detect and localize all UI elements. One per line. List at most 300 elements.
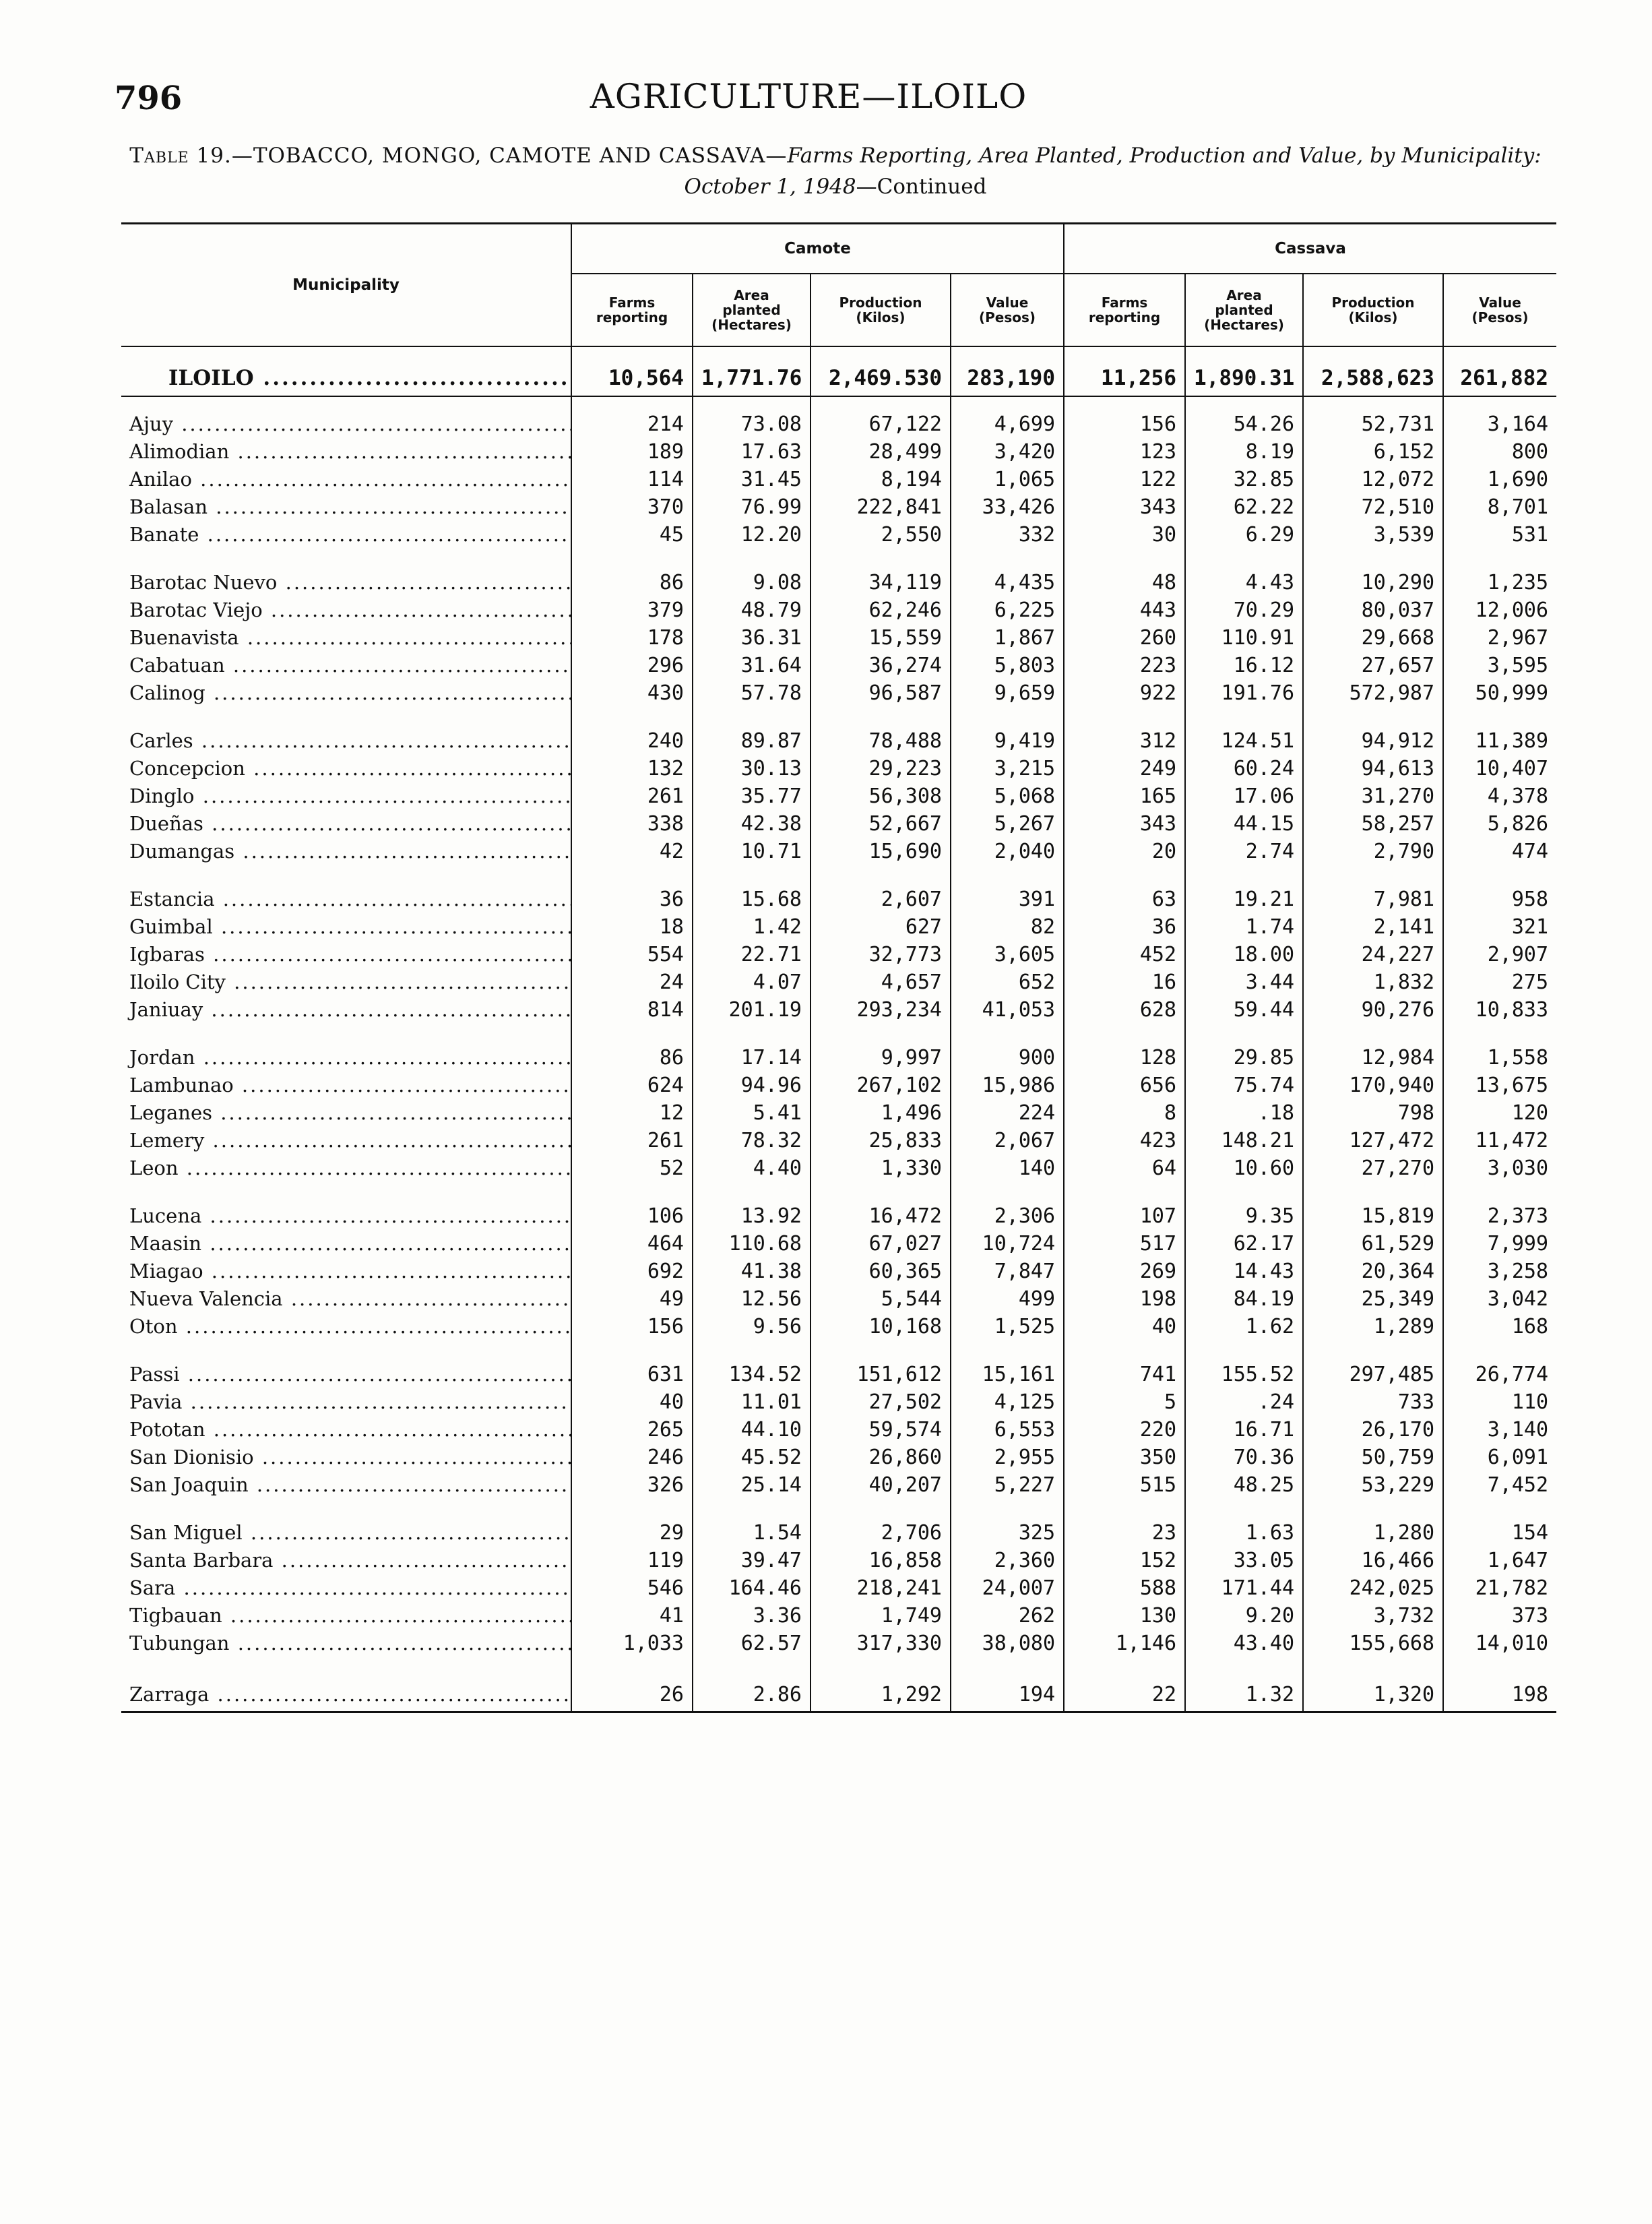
column-header-line: Production (1331, 295, 1415, 311)
row-gap (121, 1340, 1556, 1361)
table-cell: 48 (1064, 569, 1185, 596)
gap-cell (1303, 346, 1443, 361)
municipality-name: Guimbal ..... (121, 913, 571, 941)
table-row (121, 1044, 1556, 1072)
table-cell: 29,223 (811, 755, 951, 782)
table-cell: 3,140 (1443, 1416, 1556, 1444)
table-cell: 2,067 (951, 1127, 1064, 1154)
table-cell: 12,006 (1443, 596, 1556, 624)
gap-cell (1443, 1499, 1556, 1519)
gap-cell (571, 396, 693, 410)
table-cell: 156 (571, 1313, 693, 1340)
table-cell: 1,890.31 (1185, 361, 1303, 396)
table-cell: 214 (571, 410, 693, 438)
municipality-name: Zarraga ..... (121, 1677, 571, 1712)
table-cell: 1,496 (811, 1099, 951, 1127)
table-cell: 1,320 (1303, 1677, 1443, 1712)
table-cell: 2,373 (1443, 1202, 1556, 1230)
table-cell: 12,984 (1303, 1044, 1443, 1072)
gap-cell (1064, 707, 1185, 727)
table-cell: 5,803 (951, 652, 1064, 679)
row-gap (121, 346, 1556, 361)
table-cell: 798 (1303, 1099, 1443, 1127)
table-cell: 1.42 (693, 913, 811, 941)
column-header-line: (Hectares) (711, 317, 792, 333)
table-cell: 17.06 (1185, 782, 1303, 810)
column-header-line: reporting (1088, 309, 1161, 326)
municipality-name: Tubungan ..... (121, 1630, 571, 1657)
table-cell: 78.32 (693, 1127, 811, 1154)
gap-cell (1443, 865, 1556, 886)
table-cell: 62.17 (1185, 1230, 1303, 1258)
table-cell: 8.19 (1185, 438, 1303, 466)
table-row (121, 1677, 1556, 1712)
table-row (121, 968, 1556, 996)
gap-cell (1185, 707, 1303, 727)
table-cell: 36.31 (693, 624, 811, 652)
table-cell: 2,141 (1303, 913, 1443, 941)
row-gap (121, 1499, 1556, 1519)
gap-cell (571, 346, 693, 361)
gap-cell (811, 1499, 951, 1519)
column-header-line: planted (1215, 302, 1273, 318)
table-cell: 2.74 (1185, 838, 1303, 865)
table-cell: 194 (951, 1677, 1064, 1712)
table-cell: 62,246 (811, 596, 951, 624)
gap-cell (951, 1182, 1064, 1202)
municipality-name: Oton ..... (121, 1313, 571, 1340)
municipality-name: Estancia ..... (121, 886, 571, 913)
table-cell: 7,999 (1443, 1230, 1556, 1258)
table-cell: 588 (1064, 1574, 1185, 1602)
gap-cell (1185, 1182, 1303, 1202)
table-cell: 9.20 (1185, 1602, 1303, 1630)
table-cell: 554 (571, 941, 693, 968)
table-cell: 265 (571, 1416, 693, 1444)
table-cell: 261 (571, 1127, 693, 1154)
table-cell: 814 (571, 996, 693, 1024)
gap-cell (121, 1182, 571, 1202)
municipality-name: Lemery ..... (121, 1127, 571, 1154)
table-cell: 70.29 (1185, 596, 1303, 624)
table-cell: 350 (1064, 1444, 1185, 1471)
table-cell: 7,981 (1303, 886, 1443, 913)
table-cell: 8,194 (811, 466, 951, 493)
row-gap (121, 396, 1556, 410)
table-cell: 60.24 (1185, 755, 1303, 782)
table-cell: 48.25 (1185, 1471, 1303, 1499)
table-cell: 628 (1064, 996, 1185, 1024)
table-cell: 58,257 (1303, 810, 1443, 838)
table-row (121, 1361, 1556, 1388)
gap-cell (1185, 1340, 1303, 1361)
table-cell: 464 (571, 1230, 693, 1258)
table-cell: 275 (1443, 968, 1556, 996)
table-cell: 1.63 (1185, 1519, 1303, 1547)
table-cell: 296 (571, 652, 693, 679)
gap-cell (571, 865, 693, 886)
table-cell: .24 (1185, 1388, 1303, 1416)
gap-cell (1064, 1340, 1185, 1361)
table-cell: 140 (951, 1154, 1064, 1182)
gap-cell (1185, 1657, 1303, 1677)
table-cell: 27,270 (1303, 1154, 1443, 1182)
table-cell: 42.38 (693, 810, 811, 838)
gap-cell (1303, 1657, 1443, 1677)
table-cell: 1.54 (693, 1519, 811, 1547)
table-cell: 379 (571, 596, 693, 624)
table-cell: 1,832 (1303, 968, 1443, 996)
table-cell: 10,564 (571, 361, 693, 396)
table-cell: 5,267 (951, 810, 1064, 838)
table-cell: 23 (1064, 1519, 1185, 1547)
stub-header: Municipality (121, 224, 571, 347)
gap-cell (693, 1340, 811, 1361)
gap-cell (1064, 346, 1185, 361)
municipality-name: Pavia ..... (121, 1388, 571, 1416)
table-cell: 40,207 (811, 1471, 951, 1499)
gap-cell (121, 1657, 571, 1677)
column-header-line: Area (1226, 287, 1262, 303)
table-cell: 1,292 (811, 1677, 951, 1712)
gap-cell (571, 1340, 693, 1361)
table-cell: 2,706 (811, 1519, 951, 1547)
gap-cell (951, 1340, 1064, 1361)
table-cell: 114 (571, 466, 693, 493)
table-cell: 3,042 (1443, 1285, 1556, 1313)
table-cell: 5,826 (1443, 810, 1556, 838)
table-cell: 443 (1064, 596, 1185, 624)
table-cell: 27,657 (1303, 652, 1443, 679)
table-cell: 10,168 (811, 1313, 951, 1340)
table-cell: 631 (571, 1361, 693, 1388)
column-header (1064, 274, 1185, 346)
table-cell: 16,472 (811, 1202, 951, 1230)
table-cell: 6,553 (951, 1416, 1064, 1444)
table-cell: 800 (1443, 438, 1556, 466)
municipality-name: San Dionisio ..... (121, 1444, 571, 1471)
table-cell: 15,819 (1303, 1202, 1443, 1230)
table-row (121, 996, 1556, 1024)
gap-cell (1064, 396, 1185, 410)
gap-cell (1303, 396, 1443, 410)
table-cell: 2,360 (951, 1547, 1064, 1574)
table-cell: 82 (951, 913, 1064, 941)
table-row (121, 569, 1556, 596)
table-cell: 191.76 (1185, 679, 1303, 707)
municipality-name: Miagao ..... (121, 1258, 571, 1285)
table-cell: 11,389 (1443, 727, 1556, 755)
gap-cell (811, 1182, 951, 1202)
column-header (1443, 274, 1556, 346)
table-cell: 25.14 (693, 1471, 811, 1499)
table-cell: 27,502 (811, 1388, 951, 1416)
table-cell: 9,659 (951, 679, 1064, 707)
table-cell: 130 (1064, 1602, 1185, 1630)
gap-cell (121, 707, 571, 727)
column-header (811, 274, 951, 346)
table-cell: 1,558 (1443, 1044, 1556, 1072)
column-header-line: Farms (1101, 295, 1148, 311)
gap-cell (1303, 1340, 1443, 1361)
table-cell: .18 (1185, 1099, 1303, 1127)
table-cell: 22 (1064, 1677, 1185, 1712)
table-cell: 168 (1443, 1313, 1556, 1340)
table-cell: 1,033 (571, 1630, 693, 1657)
table-cell: 15,559 (811, 624, 951, 652)
table-cell: 1,235 (1443, 569, 1556, 596)
table-cell: 293,234 (811, 996, 951, 1024)
table-cell: 61,529 (1303, 1230, 1443, 1258)
table-cell: 652 (951, 968, 1064, 996)
column-header-line: planted (722, 302, 781, 318)
municipality-name: Tigbauan ..... (121, 1602, 571, 1630)
table-cell: 35.77 (693, 782, 811, 810)
gap-cell (951, 1024, 1064, 1044)
gap-cell (1303, 865, 1443, 886)
row-gap (121, 865, 1556, 886)
table-cell: 11,256 (1064, 361, 1185, 396)
table-cell: 26,860 (811, 1444, 951, 1471)
municipality-name: Concepcion ..... (121, 755, 571, 782)
gap-cell (1064, 549, 1185, 569)
gap-cell (1064, 1182, 1185, 1202)
gap-cell (1443, 707, 1556, 727)
table-cell: 59.44 (1185, 996, 1303, 1024)
table-cell: 13,675 (1443, 1072, 1556, 1099)
table-cell: 297,485 (1303, 1361, 1443, 1388)
column-header-line: (Kilos) (1348, 309, 1398, 326)
table-cell: 958 (1443, 886, 1556, 913)
table-cell: 31.64 (693, 652, 811, 679)
table-cell: 2,790 (1303, 838, 1443, 865)
table-row (121, 652, 1556, 679)
table-cell: 3.36 (693, 1602, 811, 1630)
table-cell: 33,426 (951, 493, 1064, 521)
caption-description: Farms Reporting, Area Planted, Production and Value, by Municipality: October 1, 1948 (684, 144, 1542, 199)
row-gap (121, 1024, 1556, 1044)
gap-cell (811, 707, 951, 727)
table-cell: 49 (571, 1285, 693, 1313)
gap-cell (571, 707, 693, 727)
table-cell: 32,773 (811, 941, 951, 968)
table-row (121, 886, 1556, 913)
column-header-line: Value (986, 295, 1029, 311)
table-cell: 70.36 (1185, 1444, 1303, 1471)
table-row (121, 1099, 1556, 1127)
municipality-name: San Joaquin ..... (121, 1471, 571, 1499)
table-cell: 40 (571, 1388, 693, 1416)
table-cell: 50,999 (1443, 679, 1556, 707)
table-cell: 50,759 (1303, 1444, 1443, 1471)
table-cell: 14.43 (1185, 1258, 1303, 1285)
column-header (571, 274, 693, 346)
table-cell: 332 (951, 521, 1064, 549)
table-row (121, 1072, 1556, 1099)
municipality-name: Passi ..... (121, 1361, 571, 1388)
table-cell: 156 (1064, 410, 1185, 438)
table-cell: 24,227 (1303, 941, 1443, 968)
table-cell: 43.40 (1185, 1630, 1303, 1657)
municipality-name: Janiuay ..... (121, 996, 571, 1024)
table-cell: 5.41 (693, 1099, 811, 1127)
table-cell: 223 (1064, 652, 1185, 679)
table-cell: 9.56 (693, 1313, 811, 1340)
municipality-name: Lambunao ..... (121, 1072, 571, 1099)
table-caption (121, 140, 1550, 202)
table-row (121, 466, 1556, 493)
gap-cell (1443, 1182, 1556, 1202)
table-cell: 25,349 (1303, 1285, 1443, 1313)
table-cell: 7,452 (1443, 1471, 1556, 1499)
table-cell: 67,027 (811, 1230, 951, 1258)
table-cell: 44.15 (1185, 810, 1303, 838)
table-row (121, 1471, 1556, 1499)
table-row (121, 410, 1556, 438)
table-cell: 29.85 (1185, 1044, 1303, 1072)
gap-cell (951, 396, 1064, 410)
table-cell: 10,833 (1443, 996, 1556, 1024)
municipality-name: Sara ..... (121, 1574, 571, 1602)
table-cell: 430 (571, 679, 693, 707)
table-cell: 127,472 (1303, 1127, 1443, 1154)
table-row (121, 1416, 1556, 1444)
table-cell: 89.87 (693, 727, 811, 755)
table-cell: 391 (951, 886, 1064, 913)
table-cell: 249 (1064, 755, 1185, 782)
municipality-name: Cabatuan ..... (121, 652, 571, 679)
table-cell: 155.52 (1185, 1361, 1303, 1388)
table-cell: 148.21 (1185, 1127, 1303, 1154)
table-cell: 107 (1064, 1202, 1185, 1230)
gap-cell (121, 1024, 571, 1044)
column-header (951, 274, 1064, 346)
table-cell: 59,574 (811, 1416, 951, 1444)
table-cell: 48.79 (693, 596, 811, 624)
gap-cell (1185, 865, 1303, 886)
table-cell: 154 (1443, 1519, 1556, 1547)
table-row (121, 810, 1556, 838)
table-cell: 325 (951, 1519, 1064, 1547)
table-cell: 656 (1064, 1072, 1185, 1099)
table-cell: 260 (1064, 624, 1185, 652)
gap-cell (811, 865, 951, 886)
table-cell: 12,072 (1303, 466, 1443, 493)
gap-cell (1064, 1024, 1185, 1044)
gap-cell (1185, 396, 1303, 410)
table-cell: 517 (1064, 1230, 1185, 1258)
table-row (121, 727, 1556, 755)
table-cell: 1.62 (1185, 1313, 1303, 1340)
table-cell: 30.13 (693, 755, 811, 782)
column-header-line: (Pesos) (1471, 309, 1529, 326)
table-cell: 572,987 (1303, 679, 1443, 707)
table-row (121, 1602, 1556, 1630)
table-row (121, 1258, 1556, 1285)
gap-cell (951, 707, 1064, 727)
municipality-name: Ajuy ..... (121, 410, 571, 438)
table-cell: 222,841 (811, 493, 951, 521)
gap-cell (951, 549, 1064, 569)
table-cell: 41 (571, 1602, 693, 1630)
table-cell: 326 (571, 1471, 693, 1499)
table-cell: 16,858 (811, 1547, 951, 1574)
table-cell: 546 (571, 1574, 693, 1602)
table-cell: 2.86 (693, 1677, 811, 1712)
table-cell: 12.56 (693, 1285, 811, 1313)
table-row (121, 521, 1556, 549)
gap-cell (693, 865, 811, 886)
table-cell: 26,774 (1443, 1361, 1556, 1388)
table-cell: 321 (1443, 913, 1556, 941)
municipality-name: Santa Barbara ..... (121, 1547, 571, 1574)
table-cell: 94,912 (1303, 727, 1443, 755)
table-cell: 198 (1064, 1285, 1185, 1313)
column-header-line: (Hectares) (1204, 317, 1284, 333)
table-cell: 1,289 (1303, 1313, 1443, 1340)
table-cell: 86 (571, 569, 693, 596)
table-cell: 56,308 (811, 782, 951, 810)
table-cell: 3,605 (951, 941, 1064, 968)
gap-cell (571, 1024, 693, 1044)
gap-cell (1185, 549, 1303, 569)
table-cell: 36 (1064, 913, 1185, 941)
table-cell: 53,229 (1303, 1471, 1443, 1499)
table-cell: 165 (1064, 782, 1185, 810)
table-cell: 17.63 (693, 438, 811, 466)
table-cell: 123 (1064, 438, 1185, 466)
gap-cell (693, 396, 811, 410)
municipality-name: Dumangas ..... (121, 838, 571, 865)
table-cell: 18 (571, 913, 693, 941)
gap-cell (1303, 1182, 1443, 1202)
table-row (121, 941, 1556, 968)
gap-cell (693, 549, 811, 569)
table-cell: 5,068 (951, 782, 1064, 810)
table-row (121, 913, 1556, 941)
column-header-line: (Pesos) (978, 309, 1036, 326)
table-cell: 151,612 (811, 1361, 951, 1388)
caption-label: Table 19.—TOBACCO, MONGO, CAMOTE AND CASSAVA— (129, 144, 788, 168)
table-cell: 3.44 (1185, 968, 1303, 996)
table-cell: 122 (1064, 466, 1185, 493)
gap-cell (1185, 1499, 1303, 1519)
table-row (121, 493, 1556, 521)
table-cell: 2,469.530 (811, 361, 951, 396)
municipality-name: Dinglo ..... (121, 782, 571, 810)
table-cell: 5,544 (811, 1285, 951, 1313)
table-cell: 10,407 (1443, 755, 1556, 782)
table-cell: 4.40 (693, 1154, 811, 1182)
table-cell: 338 (571, 810, 693, 838)
table-cell: 312 (1064, 727, 1185, 755)
municipality-name: Barotac Viejo ..... (121, 596, 571, 624)
gap-cell (811, 346, 951, 361)
table-cell: 15,690 (811, 838, 951, 865)
table-cell: 15,161 (951, 1361, 1064, 1388)
gap-cell (571, 549, 693, 569)
table-row (121, 1519, 1556, 1547)
table-cell: 31.45 (693, 466, 811, 493)
table-cell: 9,997 (811, 1044, 951, 1072)
table-cell: 14,010 (1443, 1630, 1556, 1657)
table-cell: 515 (1064, 1471, 1185, 1499)
table-row (121, 596, 1556, 624)
table-cell: 4.07 (693, 968, 811, 996)
table-cell: 741 (1064, 1361, 1185, 1388)
table-cell: 7,847 (951, 1258, 1064, 1285)
table-cell: 94.96 (693, 1072, 811, 1099)
